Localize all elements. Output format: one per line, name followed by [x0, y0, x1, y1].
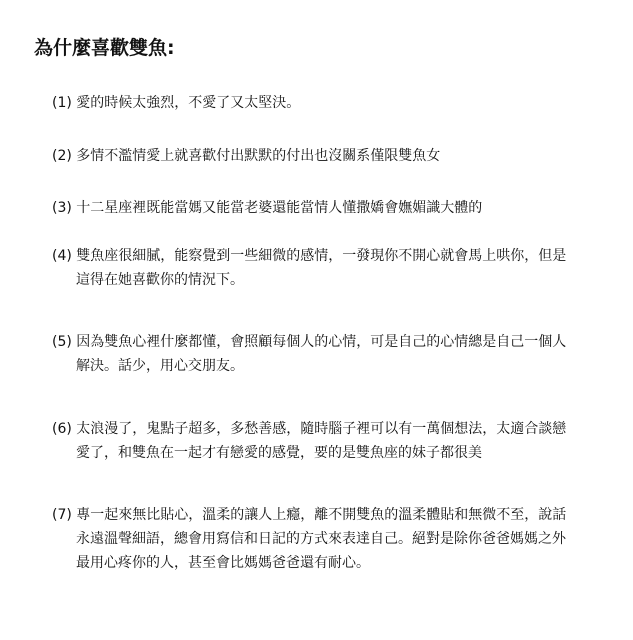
item-line: 永遠溫聲細語，總會用寫信和日記的方式來表達自己。絕對是除你爸爸媽媽之外: [76, 531, 566, 547]
item-line: 解決。話少，用心交朋友。: [76, 358, 244, 374]
item-line: 這得在她喜歡你的情況下。: [76, 272, 244, 288]
item-line: (4) 雙魚座很細膩，能察覺到一些細微的感情，一發現你不開心就會馬上哄你，但是: [52, 248, 567, 264]
item-line: (7) 專一起來無比貼心，溫柔的讓人上癮，離不開雙魚的溫柔體貼和無微不至，說話: [52, 507, 567, 523]
list-item-3: [52, 196, 612, 220]
list-item-6: [52, 417, 612, 465]
item-line: (1) 愛的時候太強烈，不愛了又太堅決。: [52, 95, 301, 111]
item-line: (2) 多情不濫情愛上就喜歡付出默默的付出也沒關系僅限雙魚女: [52, 148, 441, 164]
item-line: 最用心疼你的人，甚至會比媽媽爸爸還有耐心。: [76, 555, 370, 571]
item-line: (3) 十二星座裡既能當媽又能當老婆還能當情人懂撒嬌會嫵媚識大體的: [52, 200, 483, 216]
list-item-5: [52, 330, 612, 378]
list-item-1: [52, 91, 612, 115]
list-item-2: [52, 144, 612, 168]
page-title: 為什麼喜歡雙魚:: [34, 37, 175, 59]
item-line: (6) 太浪漫了，鬼點子超多，多愁善感，隨時腦子裡可以有一萬個想法，太適合談戀: [52, 421, 567, 437]
list-item-4: [52, 244, 612, 292]
item-line: (5) 因為雙魚心裡什麼都懂，會照顧每個人的心情，可是自己的心情總是自己一個人: [52, 334, 567, 350]
item-line: 愛了，和雙魚在一起才有戀愛的感覺，要的是雙魚座的妹子都很美: [76, 445, 482, 461]
list-item-7: [52, 503, 612, 575]
